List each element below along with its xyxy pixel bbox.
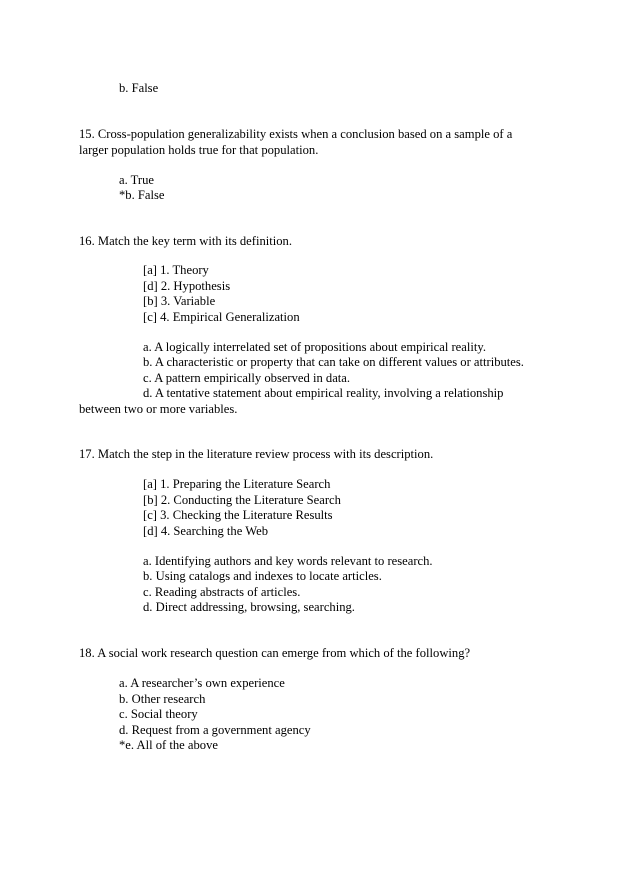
q16-match-2: [d] 2. Hypothesis xyxy=(143,279,231,293)
q15-option-a: a. True xyxy=(119,173,154,187)
q15-stem-line1: 15. Cross-population generalizability exists when a conclusion based on a sample of a xyxy=(79,127,513,141)
q18-option-d: d. Request from a government agency xyxy=(119,723,311,737)
q18-option-e: *e. All of the above xyxy=(119,738,218,752)
q18-option-a: a. A researcher’s own experience xyxy=(119,676,285,690)
q16-match-1: [a] 1. Theory xyxy=(143,263,209,277)
q17-description-b: b. Using catalogs and indexes to locate articles. xyxy=(143,569,382,583)
q17-match-1: [a] 1. Preparing the Literature Search xyxy=(143,477,331,491)
q16-definition-b: b. A characteristic or property that can take on different values or attributes. xyxy=(143,355,524,369)
q17-description-a: a. Identifying authors and key words relevant to research. xyxy=(143,554,433,568)
q17-description-c: c. Reading abstracts of articles. xyxy=(143,585,301,599)
q17-match-2: [b] 2. Conducting the Literature Search xyxy=(143,493,341,507)
q16-match-3: [b] 3. Variable xyxy=(143,294,216,308)
q18-option-b: b. Other research xyxy=(119,692,206,706)
q17-match-3: [c] 3. Checking the Literature Results xyxy=(143,508,333,522)
q15-stem-line2: larger population holds true for that population. xyxy=(79,143,319,157)
q17-description-d: d. Direct addressing, browsing, searching. xyxy=(143,600,355,614)
q16-stem: 16. Match the key term with its definition. xyxy=(79,234,293,248)
q17-stem: 17. Match the step in the literature review process with its description. xyxy=(79,447,434,461)
q16-definition-d: d. A tentative statement about empirical reality, involving a relationship xyxy=(143,386,504,400)
q18-option-c: c. Social theory xyxy=(119,707,198,721)
q17-match-4: [d] 4. Searching the Web xyxy=(143,524,269,538)
q16-definition-a: a. A logically interrelated set of propositions about empirical reality. xyxy=(143,340,486,354)
q16-definition-c: c. A pattern empirically observed in data. xyxy=(143,371,351,385)
q18-stem: 18. A social work research question can emerge from which of the following? xyxy=(79,646,471,660)
q16-match-4: [c] 4. Empirical Generalization xyxy=(143,310,300,324)
q14-option-b: b. False xyxy=(119,81,159,95)
q16-definition-d-cont: between two or more variables. xyxy=(79,402,238,416)
q15-option-b: *b. False xyxy=(119,188,165,202)
